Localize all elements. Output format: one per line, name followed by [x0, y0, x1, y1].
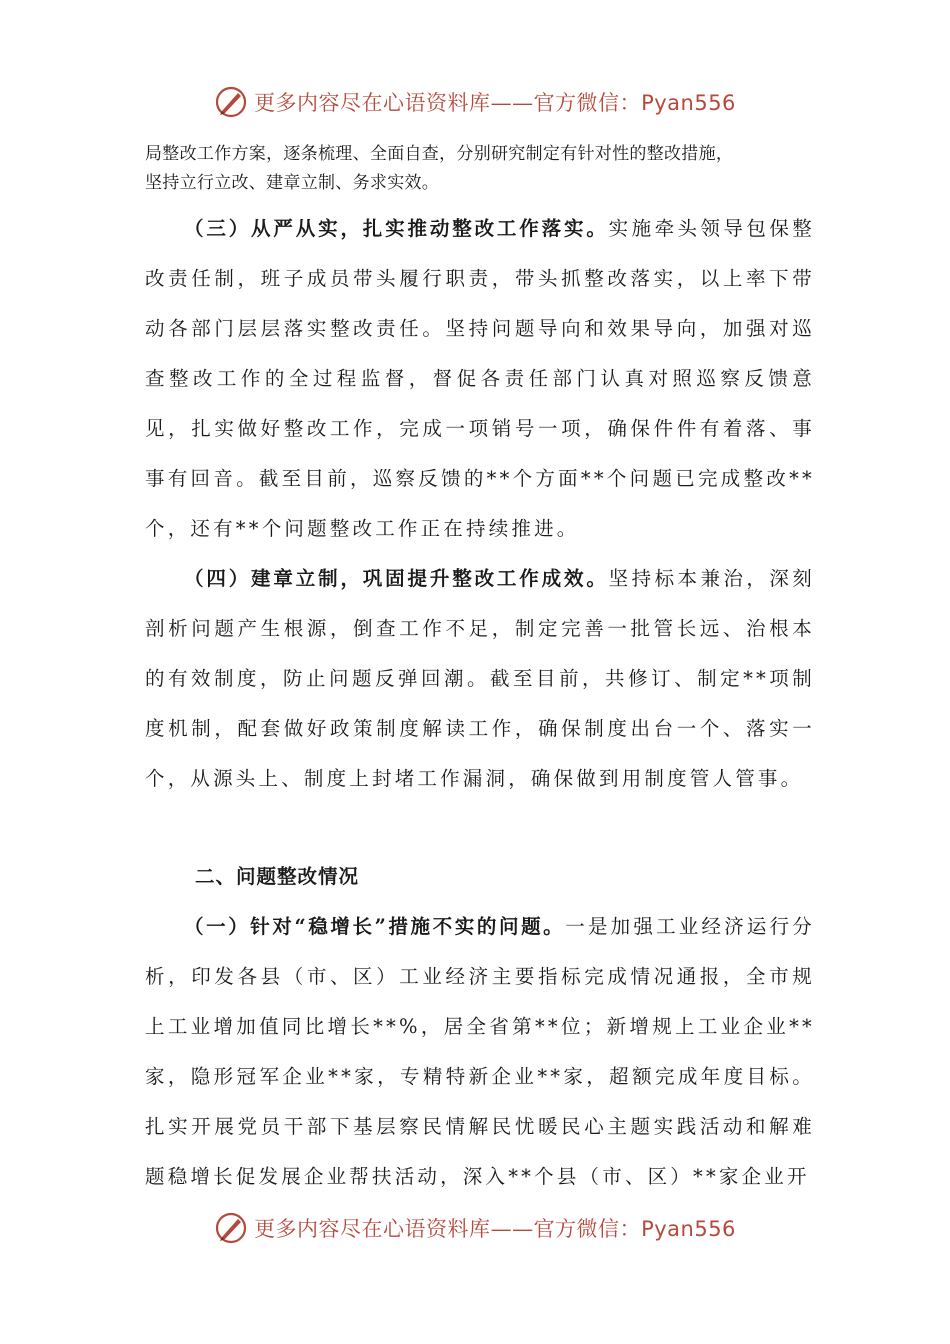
section-3-body: 实施牵头领导包保整改责任制，班子成员带头履行职责，带头抓整改落实，以上率下带动各部门层层落实整改责任。坚持问题导向和效果导向，加强对巡查整改工作的全过程监督，督促各责任部门认真对照巡察反馈意见，扎实做好整改工作，完成一项销号一项，确保件件有着落、事事有回音。截至目前，巡察反馈的**个方面**个问题已完成整改**个，还有**个问题整改工作正在持续推进。 — [145, 217, 815, 540]
header-banner — [0, 82, 950, 122]
part-2-heading: 二、问题整改情况 — [195, 865, 360, 888]
section-4-body: 坚持标本兼治，深刻剖析问题产生根源，倒查工作不足，制定完善一批管长远、治根本的有效制度，防止问题反弹回潮。截至目前，共修订、制定**项制度机制，配套做好政策制度解读工作，确保制度出台一个、落实一个，从源头上、制度上封堵工作漏洞，确保做到用制度管人管事。 — [145, 567, 815, 790]
intro-line-1: 局整改工作方案，逐条梳理、全面自查，分别研究制定有针对性的整改措施， — [145, 144, 734, 164]
banner-official: 官方微信： — [533, 91, 642, 115]
intro-line-2: 坚持立行立改、建章立制、务求实效。 — [145, 173, 440, 193]
banner-text — [254, 87, 736, 117]
section-4-title: （四）建章立制，巩固提升整改工作成效。 — [184, 567, 609, 590]
item-1-body: 一是加强工业经济运行分析，印发各县（市、区）工业经济主要指标完成情况通报，全市规上工业增加值同比增长**%，居全省第**位；新增规上工业企业**家，隐形冠军企业**家，专精特新企业**家，超额完成年度目标。扎实开展党员干部下基层察民情解民忧暖民心主题实践活动和解难题稳增长促发展企业帮扶活动，深入**个县（市、区）**家企业开 — [145, 915, 816, 1188]
section-3-title: （三）从严从实，扎实推动整改工作落实。 — [184, 217, 609, 240]
banner-official: 官方微信： — [533, 1217, 642, 1241]
banner-separator: —— — [490, 1217, 534, 1241]
document-body — [145, 140, 815, 1202]
pen-logo-icon — [214, 85, 248, 119]
banner-brand: 更多内容尽在心语资料库 — [254, 91, 491, 115]
item-1-title: （一）针对“稳增长”措施不实的问题。 — [184, 915, 566, 938]
banner-wechat-id: Pyan556 — [641, 1217, 736, 1241]
banner-separator: —— — [490, 91, 534, 115]
section-4-paragraph — [145, 554, 815, 804]
banner-wechat-id: Pyan556 — [641, 91, 736, 115]
footer-banner — [0, 1208, 950, 1248]
banner-text — [254, 1213, 736, 1243]
spacer — [145, 804, 815, 852]
item-1-paragraph — [145, 902, 815, 1202]
pen-logo-icon — [214, 1211, 248, 1245]
section-3-paragraph — [145, 204, 815, 554]
banner-brand: 更多内容尽在心语资料库 — [254, 1217, 491, 1241]
